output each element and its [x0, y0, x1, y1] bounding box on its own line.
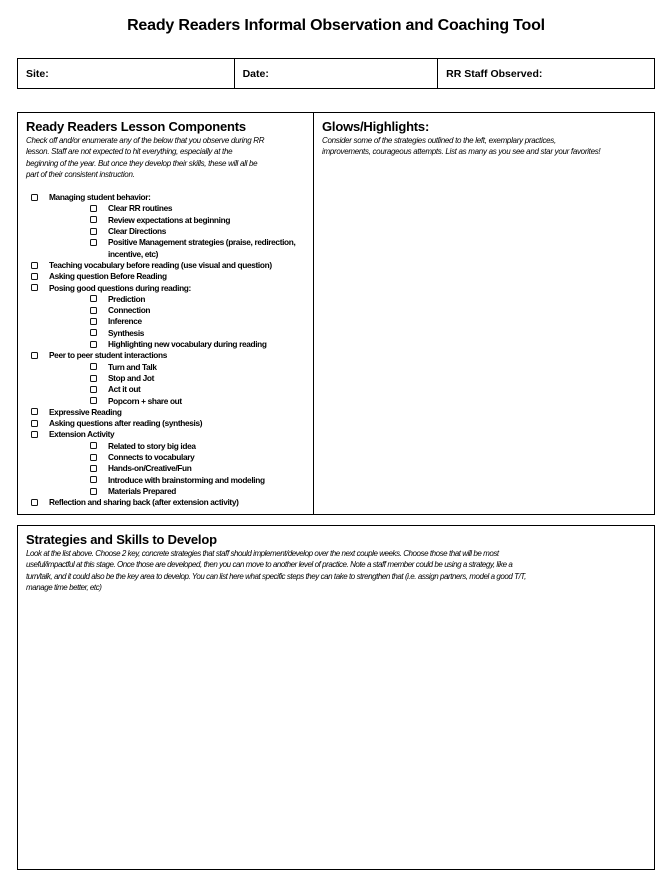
- info-table: [17, 58, 655, 89]
- empty-checkbox-icon[interactable]: [90, 239, 97, 246]
- description-line: beginning of the year. But once they develop their skills, these will all be: [26, 158, 258, 168]
- checklist-item: [26, 237, 305, 260]
- strategies-heading: Strategies and Skills to Develop: [26, 532, 217, 547]
- empty-checkbox-icon[interactable]: [90, 329, 97, 336]
- empty-checkbox-icon[interactable]: [90, 476, 97, 483]
- checklist-item-label: Connection: [108, 305, 151, 316]
- glows-cell: [314, 113, 654, 514]
- checklist-item: [26, 475, 305, 486]
- description-line: lesson. Staff are not expected to hit everything, especially at the: [26, 147, 233, 157]
- empty-checkbox-icon[interactable]: [90, 386, 97, 393]
- empty-checkbox-icon[interactable]: [90, 375, 97, 382]
- checklist-item: [26, 260, 305, 271]
- lesson-components-cell: [18, 113, 314, 514]
- checklist-item: [26, 362, 305, 373]
- empty-checkbox-icon[interactable]: [31, 408, 38, 415]
- site-input-area[interactable]: [49, 59, 234, 88]
- description-line: Check off and/or enumerate any of the below that you observe during RR: [26, 136, 265, 145]
- glows-heading: Glows/Highlights:: [322, 119, 430, 134]
- description-line: Look at the list above. Choose 2 key, concrete strategies that staff should implement/develop over the next couple weeks. Choose those that will be most: [26, 549, 499, 558]
- date-field[interactable]: [234, 59, 438, 88]
- site-label: Site:: [26, 67, 49, 80]
- checklist-item: [26, 497, 305, 508]
- checklist-item: [26, 215, 305, 226]
- page-title: Ready Readers Informal Observation and Coaching Tool: [127, 17, 545, 34]
- checklist-item-label: Materials Prepared: [108, 485, 176, 496]
- staff-observed-input-area[interactable]: [542, 59, 654, 88]
- checklist-item-label: Asking questions after reading (synthesis): [49, 418, 203, 429]
- checklist-item: [26, 271, 305, 282]
- checklist-item-label: Inference: [108, 316, 142, 327]
- checklist-item: [26, 226, 305, 237]
- checklist-item-label: Managing student behavior:: [49, 192, 151, 203]
- checklist-item: [26, 339, 305, 350]
- checklist-item: [26, 328, 305, 339]
- empty-checkbox-icon[interactable]: [90, 454, 97, 461]
- checklist-item-label: Clear RR routines: [108, 203, 173, 214]
- checklist-item: [26, 486, 305, 497]
- checklist-item: [26, 407, 305, 418]
- strategies-notes-area[interactable]: [26, 593, 646, 863]
- checklist-item: [26, 429, 305, 440]
- staff-observed-label: RR Staff Observed:: [446, 67, 543, 80]
- checklist-item-label: Peer to peer student interactions: [49, 350, 168, 361]
- empty-checkbox-icon[interactable]: [90, 465, 97, 472]
- empty-checkbox-icon[interactable]: [31, 262, 38, 269]
- empty-checkbox-icon[interactable]: [31, 431, 38, 438]
- checklist-item: [26, 316, 305, 327]
- checklist-item-label: Act it out: [108, 384, 141, 395]
- checklist-item: [26, 350, 305, 361]
- checklist-item: [26, 463, 305, 474]
- empty-checkbox-icon[interactable]: [31, 420, 38, 427]
- checklist-item: [26, 384, 305, 395]
- checklist-item: [26, 305, 305, 316]
- description-line: manage time better, etc): [26, 582, 102, 592]
- description-line: part of their consistent instruction.: [26, 169, 135, 179]
- empty-checkbox-icon[interactable]: [31, 352, 38, 359]
- checklist-item: [26, 441, 305, 452]
- description-line: turn/talk, and it could also be the key area to develop. You can list here what specific steps they can take to strengthen that (i.e. assign partners, model a good T/T,: [26, 571, 526, 581]
- empty-checkbox-icon[interactable]: [90, 341, 97, 348]
- checklist-item-label: Introduce with brainstorming and modeling: [108, 474, 265, 485]
- glows-description: [322, 135, 646, 158]
- checklist-item: [26, 418, 305, 429]
- checklist-item-label: Prediction: [108, 293, 146, 304]
- checklist-item: [26, 396, 305, 407]
- description-line: Consider some of the strategies outlined to the left, exemplary practices,: [322, 136, 556, 145]
- checklist-item-label: Extension Activity: [49, 429, 115, 440]
- empty-checkbox-icon[interactable]: [90, 295, 97, 302]
- lesson-components-heading: Ready Readers Lesson Components: [26, 119, 246, 134]
- empty-checkbox-icon[interactable]: [31, 499, 38, 506]
- checklist-item: [26, 203, 305, 214]
- checklist-item-label: Connects to vocabulary: [108, 452, 195, 463]
- site-field[interactable]: [18, 59, 234, 88]
- checklist-item-label: Synthesis: [108, 327, 145, 338]
- checklist-item-label: Asking question Before Reading: [49, 271, 167, 282]
- checklist-item: [26, 373, 305, 384]
- description-line: useful/impactful at this stage. Once those are developed, then you can move to another level of practice. Note a staff member could be using a strategy, like a: [26, 560, 513, 570]
- checklist-item-label: Teaching vocabulary before reading (use visual and question): [49, 259, 272, 270]
- checklist-item-label: Hands-on/Creative/Fun: [108, 463, 192, 474]
- checklist-item: [26, 192, 305, 203]
- strategies-description: [26, 548, 646, 593]
- empty-checkbox-icon[interactable]: [90, 488, 97, 495]
- empty-checkbox-icon[interactable]: [31, 273, 38, 280]
- checklist-item: [26, 294, 305, 305]
- empty-checkbox-icon[interactable]: [90, 397, 97, 404]
- empty-checkbox-icon[interactable]: [90, 307, 97, 314]
- checklist-item: [26, 452, 305, 463]
- lesson-components-list: [26, 192, 305, 508]
- checklist-item-label: Stop and Jot: [108, 372, 155, 383]
- checklist-item-label: Highlighting new vocabulary during reading: [108, 339, 267, 350]
- date-label: Date:: [242, 67, 269, 80]
- description-line: improvements, courageous attempts. List as many as you see and star your favorites!: [322, 147, 601, 157]
- empty-checkbox-icon[interactable]: [90, 228, 97, 235]
- lesson-components-description: [26, 135, 305, 180]
- empty-checkbox-icon[interactable]: [31, 194, 38, 201]
- checklist-item: [26, 283, 305, 294]
- date-input-area[interactable]: [269, 59, 437, 88]
- checklist-item-label: Turn and Talk: [108, 361, 157, 372]
- staff-observed-field[interactable]: [437, 59, 654, 88]
- checklist-item-label: Review expectations at beginning: [108, 214, 231, 225]
- empty-checkbox-icon[interactable]: [90, 318, 97, 325]
- empty-checkbox-icon[interactable]: [90, 205, 97, 212]
- checklist-item-label: Reflection and sharing back (after extension activity): [49, 497, 239, 508]
- empty-checkbox-icon[interactable]: [31, 284, 38, 291]
- empty-checkbox-icon[interactable]: [90, 216, 97, 223]
- checklist-item-label: Clear Directions: [108, 226, 167, 237]
- strategies-box: [17, 525, 655, 870]
- checklist-item-label: Positive Management strategies (praise, redirection, incentive, etc): [108, 237, 296, 259]
- checklist-item-label: Posing good questions during reading:: [49, 282, 191, 293]
- checklist-item-label: Popcorn + share out: [108, 395, 182, 406]
- empty-checkbox-icon[interactable]: [90, 363, 97, 370]
- glows-notes-area[interactable]: [322, 158, 646, 508]
- checklist-item-label: Related to story big idea: [108, 440, 196, 451]
- observation-table: [17, 112, 655, 515]
- empty-checkbox-icon[interactable]: [90, 442, 97, 449]
- checklist-item-label: Expressive Reading: [49, 406, 122, 417]
